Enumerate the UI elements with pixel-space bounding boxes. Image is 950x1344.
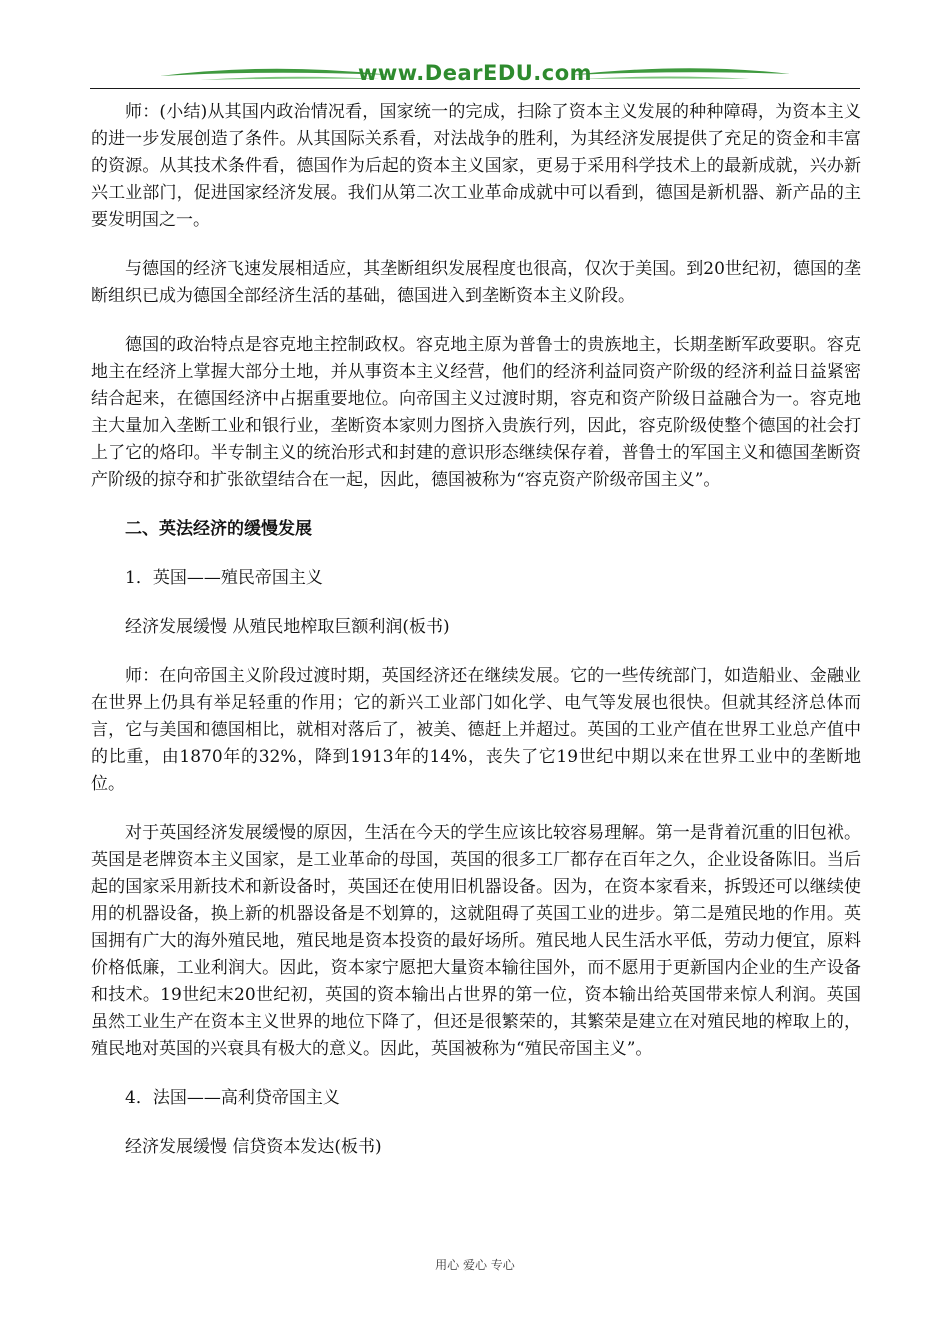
paragraph-summary-germany: 师：(小结)从其国内政治情况看，国家统一的完成，扫除了资本主义发展的种种障碍，为资本主义的进一步发展创造了条件。从其国际关系看，对法战争的胜利，为其经济发展提供了充足的资金和丰富的资源。从其技术条件看，德国作为后起的资本主义国家，更易于采用科学技术上的最新成就，兴办新兴工业部门，促进国家经济发展。我们从第二次工业革命成就中可以看到，德国是新机器、新产品的主要发明国之一。 bbox=[91, 102, 861, 230]
subheading-france: 4．法国——高利贷帝国主义 bbox=[125, 1088, 340, 1108]
paragraph-britain-reasons: 对于英国经济发展缓慢的原因，生活在今天的学生应该比较容易理解。第一是背着沉重的旧包袱。英国是老牌资本主义国家，是工业革命的母国，英国的很多工厂都存在百年之久，企业设备陈旧。当后起的国家采用新技术和新设备时，英国还在使用旧机器设备。因为，在资本家看来，拆毁还可以继续使用的机器设备，换上新的机器设备是不划算的，这就阻碍了英国工业的进步。第二是殖民地的作用。英国拥有广大的海外殖民地，殖民地是资本投资的最好场所。殖民地人民生活水平低，劳动力便宜，原料价格低廉，工业利润大。因此，资本家宁愿把大量资本输往国外，而不愿用于更新国内企业的生产设备和技术。19世纪末20世纪初，英国的资本输出占世界的第一位，资本输出给英国带来惊人利润。英国虽然工业生产在资本主义世界的地位下降了，但还是很繁荣的，其繁荣是建立在对殖民地的榨取上的，殖民地对英国的兴衰具有极大的意义。因此，英国被称为“殖民帝国主义”。 bbox=[91, 823, 861, 1059]
site-url-logo: www.DearEDU.com bbox=[357, 61, 593, 85]
page-header bbox=[90, 58, 860, 98]
board-note-britain: 经济发展缓慢 从殖民地榨取巨额利润(板书) bbox=[125, 617, 450, 637]
subheading-britain: 1．英国——殖民帝国主义 bbox=[125, 568, 323, 588]
board-note-france: 经济发展缓慢 信贷资本发达(板书) bbox=[125, 1137, 382, 1157]
header-divider bbox=[90, 88, 860, 89]
document-body bbox=[91, 99, 861, 1183]
page-footer: 用心 爱心 专心 bbox=[435, 1258, 515, 1272]
paragraph-germany-politics: 德国的政治特点是容克地主控制政权。容克地主原为普鲁士的贵族地主，长期垄断军政要职。容克地主在经济上掌握大部分土地，并从事资本主义经营，他们的经济利益同资产阶级的经济利益日益紧密结合起来，在德国经济中占据重要地位。向帝国主义过渡时期，容克和资产阶级日益融合为一。容克地主大量加入垄断工业和银行业，垄断资本家则力图挤入贵族行列，因此，容克阶级使整个德国的社会打上了它的烙印。半专制主义的统治形式和封建的意识形态继续保存着，普鲁士的军国主义和德国垄断资产阶级的掠夺和扩张欲望结合在一起，因此，德国被称为“容克资产阶级帝国主义”。 bbox=[91, 335, 861, 490]
section-heading-britain-france: 二、英法经济的缓慢发展 bbox=[125, 519, 312, 539]
paragraph-germany-monopoly: 与德国的经济飞速发展相适应，其垄断组织发展程度也很高，仅次于美国。到20世纪初，德国的垄断组织已成为德国全部经济生活的基础，德国进入到垄断资本主义阶段。 bbox=[91, 259, 861, 306]
paragraph-britain-economy: 师：在向帝国主义阶段过渡时期，英国经济还在继续发展。它的一些传统部门，如造船业、金融业在世界上仍具有举足轻重的作用；它的新兴工业部门如化学、电气等发展也很快。但就其经济总体而言，它与美国和德国相比，就相对落后了，被美、德赶上并超过。英国的工业产值在世界工业总产值中的比重，由1870年的32%，降到1913年的14%，丧失了它19世纪中期以来在世界工业中的垄断地位。 bbox=[91, 666, 861, 794]
